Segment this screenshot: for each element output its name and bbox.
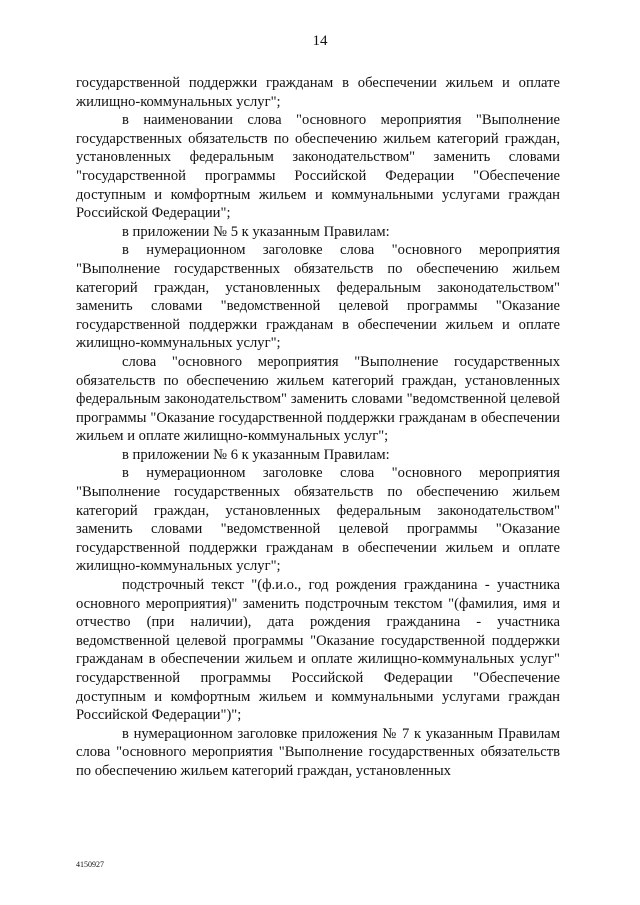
document-body [76,74,560,781]
paragraph-appendix-6-numbering: в нумерационном заголовке слова "основного мероприятия "Выполнение государственных обязательств по обеспечению жильем категорий граждан, установленных федеральным законодательством" заменить словами "ведомственной целевой программы "Оказание государственной поддержки гражданам в обеспечении жильем и оплате жилищно-коммунальных услуг"; [76,465,560,575]
paragraph-appendix-7-numbering: в нумерационном заголовке приложения № 7 к указанным Правилам слова "основного мероприятия "Выполнение государственных обязательств по обеспечению жильем категорий граждан, установленных [76,725,560,779]
paragraph-appendix-5-words: слова "основного мероприятия "Выполнение государственных обязательств по обеспечению жильем категорий граждан, установленных федеральным законодательством" заменить словами "ведомственной целевой программы "Оказание государственной поддержки гражданам в обеспечении жильем и оплате жилищно-коммунальных услуг"; [76,353,560,445]
paragraph-appendix-6-heading: в приложении № 6 к указанным Правилам: [122,446,390,463]
paragraph-title-amendment: в наименовании слова "основного мероприятия "Выполнение государственных обязательств по обеспечению жильем категорий граждан, установленных федеральным законодательством" заменить словами "государственной программы Российской Федерации "Обеспечение доступным и комфортным жильем и коммунальными услугами граждан Российской Федерации"; [76,112,560,222]
page-number: 14 [312,33,328,49]
paragraph-continuation: государственной поддержки гражданам в обеспечении жильем и оплате жилищно-коммунальных услуг"; [76,75,560,110]
paragraph-appendix-5-heading: в приложении № 5 к указанным Правилам: [122,223,390,240]
paragraph-appendix-6-subscript: подстрочный текст "(ф.и.о., год рождения гражданина - участника основного мероприятия)" заменить подстрочным текстом "(фамилия, имя и отчество (при наличии), дата рождения гражданина - участника ведомственной целевой программы "Оказание государственной поддержки гражданам в обеспечении жильем и оплате жилищно-коммунальных услуг" государственной программы Российской Федерации "Обеспечение доступным и комфортным жильем и коммунальными услугами граждан Российской Федерации")"; [76,577,560,724]
paragraph-appendix-5-numbering: в нумерационном заголовке слова "основного мероприятия "Выполнение государственных обязательств по обеспечению жильем категорий граждан, установленных федеральным законодательством" заменить словами "ведомственной целевой программы "Оказание государственной поддержки гражданам в обеспечении жильем и оплате жилищно-коммунальных услуг"; [76,242,560,352]
document-code: 4150927 [76,860,104,869]
